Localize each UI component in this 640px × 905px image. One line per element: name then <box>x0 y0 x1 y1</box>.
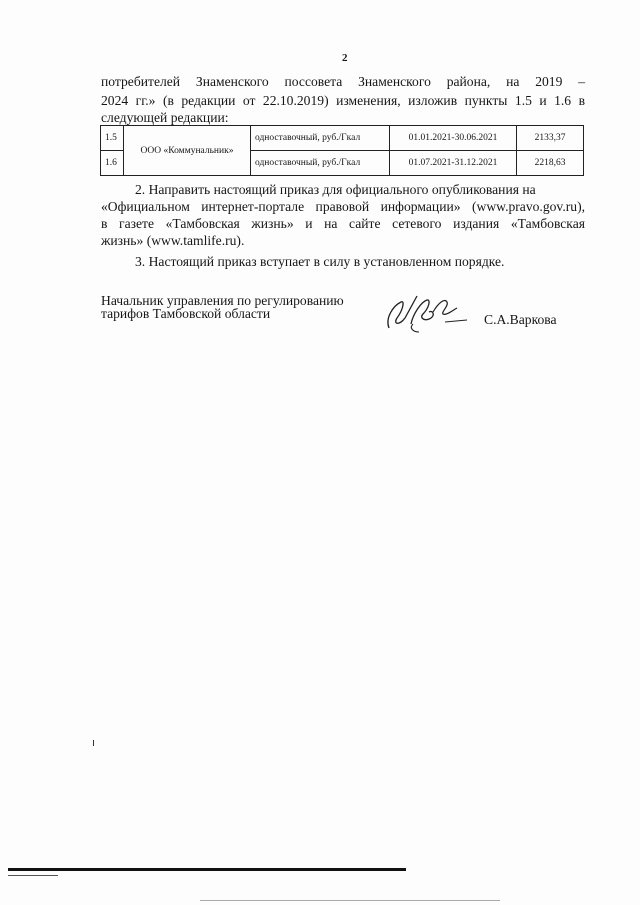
intro-line-1: потребителей Знаменского поссовета Знаменского района, на 2019 – <box>101 74 585 89</box>
tariff-type-cell: одноставочный, руб./Гкал <box>251 151 390 176</box>
intro-line-3: следующей редакции: <box>101 110 229 125</box>
period-cell: 01.07.2021-31.12.2021 <box>390 151 517 176</box>
intro-line-2: 2024 гг.» (в редакции от 22.10.2019) изменения, изложив пункты 1.5 и 1.6 в <box>101 93 585 108</box>
scan-edge-line <box>8 875 58 876</box>
period-cell: 01.01.2021-30.06.2021 <box>390 126 517 151</box>
price-cell: 2133,37 <box>517 126 584 151</box>
scan-edge-line <box>8 868 406 871</box>
page-number: 2 <box>342 52 348 64</box>
tariff-type-cell: одноставочный, руб./Гкал <box>251 126 390 151</box>
table-row <box>101 126 584 151</box>
price-cell: 2218,63 <box>517 151 584 176</box>
scan-speck <box>93 740 94 746</box>
signatory-name: С.А.Варкова <box>484 312 557 327</box>
row-number: 1.6 <box>101 151 124 176</box>
item2-line-3: в газете «Тамбовская жизнь» и на сайте сетевого издания «Тамбовская <box>101 216 585 231</box>
item2-line-1: 2. Направить настоящий приказ для официального опубликования на <box>135 182 536 197</box>
scan-edge-line <box>200 900 500 901</box>
item3-line: 3. Настоящий приказ вступает в силу в установленном порядке. <box>135 254 505 269</box>
row-number: 1.5 <box>101 126 124 151</box>
item2-line-2: «Официальном интернет-портале правовой информации» (www.pravo.gov.ru), <box>101 199 585 214</box>
tariff-table <box>100 125 584 176</box>
organization-cell: ООО «Коммунальник» <box>124 126 251 176</box>
signatory-title-line-1: Начальник управления по регулированию <box>101 293 344 308</box>
item2-line-4: жизнь» (www.tamlife.ru). <box>101 233 245 248</box>
handwritten-signature <box>383 288 473 336</box>
signatory-title-line-2: тарифов Тамбовской области <box>101 306 271 321</box>
